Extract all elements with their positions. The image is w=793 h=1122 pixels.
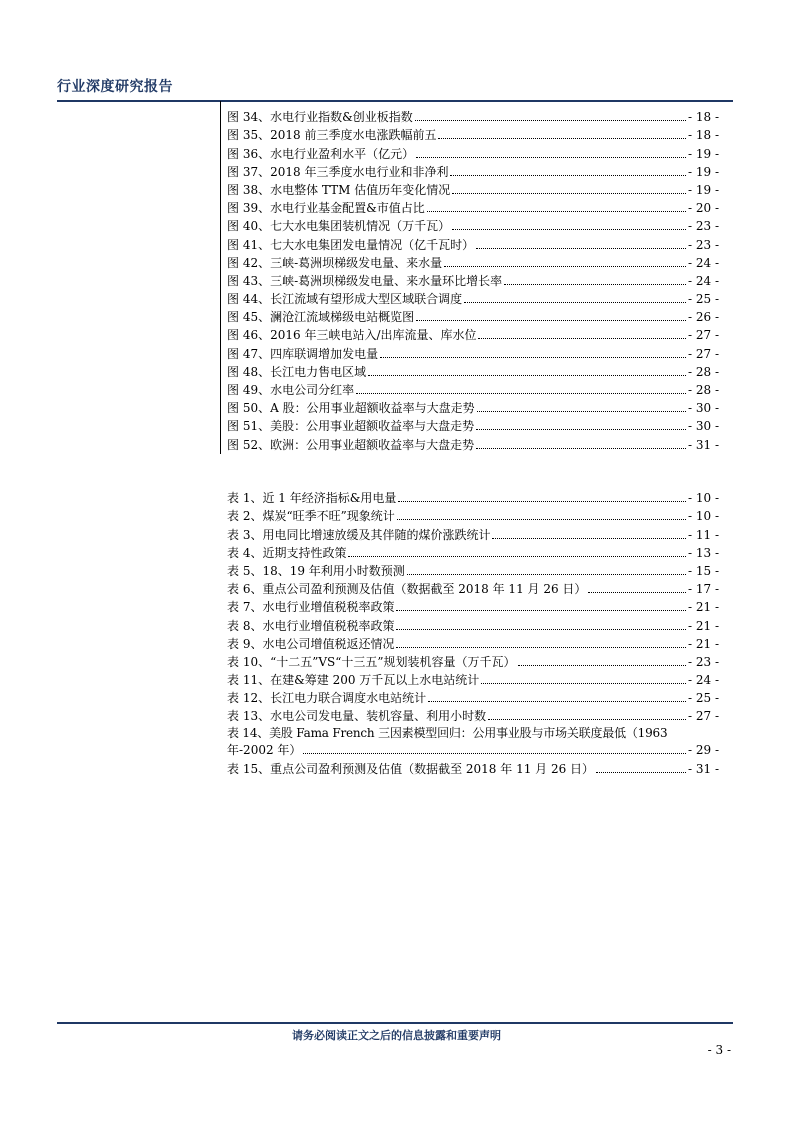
toc-entry-label: 表 11、在建&筹建 200 万千瓦以上水电站统计 [227, 673, 480, 688]
toc-entry[interactable] [227, 253, 719, 271]
toc-entry-label: 图 43、三峡-葛洲坝梯级发电量、来水量环比增长率 [227, 273, 503, 288]
toc-entry-page: - 13 - [687, 545, 719, 560]
toc-entry-page: - 25 - [687, 691, 719, 706]
toc-entry-page: - 21 - [687, 618, 719, 633]
toc-entry-page: - 27 - [687, 346, 719, 361]
toc-entry[interactable] [227, 615, 719, 633]
toc-entry-label: 表 8、水电行业增值税税率政策 [227, 618, 395, 633]
toc-entry-label: 图 46、2016 年三峡电站入/出库流量、库水位 [227, 328, 477, 343]
toc-entry-label: 图 44、长江流域有望形成大型区域联合调度 [227, 292, 463, 307]
toc-entry-page: - 27 - [687, 709, 719, 724]
toc-leader-dots [464, 302, 686, 303]
toc-entry-page: - 31 - [687, 761, 719, 776]
toc-leader-dots [396, 629, 686, 630]
toc-leader-dots [380, 357, 686, 358]
toc-entry[interactable] [227, 289, 719, 307]
toc-entry-label: 表 5、18、19 年利用小时数预测 [227, 563, 405, 578]
toc-entry-label: 图 52、欧洲：公用事业超额收益率与大盘走势 [227, 437, 475, 452]
toc-entry-page: - 20 - [687, 201, 719, 216]
toc-entry-label: 图 50、A 股：公用事业超额收益率与大盘走势 [227, 401, 475, 416]
toc-entry-label: 表 2、煤炭“旺季不旺”现象统计 [227, 509, 395, 524]
toc-entry[interactable] [227, 561, 719, 579]
toc-entry[interactable] [227, 398, 719, 416]
toc-entry-page: - 28 - [687, 383, 719, 397]
toc-leader-dots [452, 193, 686, 194]
toc-leader-dots [303, 753, 686, 754]
toc-entry-label: 表 6、重点公司盈利预测及估值（数据截至 2018 年 11 月 26 日） [227, 582, 587, 597]
toc-leader-dots [477, 411, 686, 412]
toc-entry-label-continued: 年-2002 年） [227, 743, 302, 758]
toc-entry[interactable] [227, 325, 719, 343]
figure-list-side-rule [220, 101, 221, 454]
toc-entry[interactable] [227, 234, 719, 252]
toc-entry-label: 图 51、美股：公用事业超额收益率与大盘走势 [227, 419, 475, 434]
toc-entry[interactable] [227, 543, 719, 561]
toc-leader-dots [504, 284, 686, 285]
toc-entry-label: 图 45、澜沧江流域梯级电站概览图 [227, 310, 415, 325]
toc-entry-label: 图 41、七大水电集团发电量情况（亿千瓦时） [227, 237, 475, 252]
toc-leader-dots [348, 556, 686, 557]
toc-leader-dots [588, 592, 686, 593]
toc-leader-dots [415, 120, 686, 121]
toc-entry[interactable] [227, 506, 719, 524]
toc-entry-label: 图 47、四库联调增加发电量 [227, 346, 379, 361]
toc-entry[interactable] [227, 652, 719, 670]
toc-entry-page: - 18 - [687, 128, 719, 143]
toc-entry-label: 表 13、水电公司发电量、装机容量、利用小时数 [227, 709, 487, 724]
toc-entry-page: - 18 - [687, 110, 719, 125]
toc-entry[interactable] [227, 579, 719, 597]
disclaimer-note: 请务必阅读正文之后的信息披露和重要声明 [292, 1029, 501, 1042]
toc-entry[interactable] [227, 162, 719, 180]
toc-leader-dots [481, 683, 686, 684]
toc-leader-dots [596, 772, 686, 773]
toc-entry[interactable] [227, 416, 719, 434]
toc-entry-page: - 10 - [687, 509, 719, 524]
toc-entry[interactable] [227, 670, 719, 688]
toc-entry-label: 图 35、2018 前三季度水电涨跌幅前五 [227, 128, 437, 143]
toc-entry-label: 表 9、水电公司增值税返还情况 [227, 636, 395, 651]
toc-entry[interactable] [227, 634, 719, 652]
toc-entry-label: 图 38、水电整体 TTM 估值历年变化情况 [227, 182, 451, 197]
toc-entry-page: - 24 - [687, 673, 719, 688]
toc-entry-page: - 23 - [687, 237, 719, 252]
toc-leader-dots [444, 266, 686, 267]
toc-entry-page: - 24 - [687, 255, 719, 270]
toc-entry[interactable] [227, 488, 719, 506]
toc-entry-label: 图 39、水电行业基金配置&市值占比 [227, 201, 425, 216]
toc-leader-dots [428, 701, 686, 702]
toc-leader-dots [416, 320, 686, 321]
toc-leader-dots [476, 448, 686, 449]
toc-leader-dots [476, 248, 686, 249]
toc-leader-dots [492, 538, 686, 539]
toc-entry[interactable] [227, 307, 719, 325]
toc-entry-page: - 25 - [687, 292, 719, 307]
toc-entry-label: 表 4、近期支持性政策 [227, 545, 347, 560]
toc-entry-page: - 21 - [687, 600, 719, 615]
toc-entry[interactable] [227, 597, 719, 615]
toc-entry-page: - 19 - [687, 164, 719, 179]
toc-entry[interactable] [227, 343, 719, 361]
toc-entry[interactable] [227, 107, 719, 125]
figure-list [227, 107, 719, 453]
toc-entry-page: - 19 - [687, 182, 719, 197]
toc-entry-page: - 23 - [687, 654, 719, 669]
toc-entry[interactable] [227, 706, 719, 724]
toc-entry[interactable] [227, 143, 719, 161]
toc-entry[interactable] [227, 180, 719, 198]
toc-leader-dots [518, 665, 686, 666]
toc-entry-label: 图 40、七大水电集团装机情况（万千瓦） [227, 219, 451, 234]
toc-entry-label: 表 7、水电行业增值税税率政策 [227, 600, 395, 615]
footer-divider [57, 1022, 733, 1024]
toc-entry-page: - 10 - [687, 491, 719, 506]
toc-entry-label: 表 15、重点公司盈利预测及估值（数据截至 2018 年 11 月 26 日） [227, 761, 595, 776]
toc-entry-page: - 11 - [687, 527, 719, 542]
toc-entry[interactable] [227, 380, 719, 398]
toc-entry-page: - 31 - [687, 437, 719, 452]
toc-leader-dots [356, 393, 686, 394]
toc-entry[interactable] [227, 524, 719, 542]
toc-leader-dots [416, 157, 686, 158]
toc-entry[interactable] [227, 688, 719, 706]
toc-leader-dots [478, 338, 686, 339]
toc-entry[interactable] [227, 724, 719, 758]
toc-leader-dots [396, 610, 686, 611]
toc-leader-dots [398, 501, 686, 502]
toc-entry-label: 表 10、“十二五”VS“十三五”规划装机容量（万千瓦） [227, 654, 516, 669]
toc-entry-label: 表 3、用电同比增速放缓及其伴随的煤价涨跌统计 [227, 527, 491, 542]
toc-entry-page: - 27 - [687, 328, 719, 343]
toc-entry-label: 表 12、长江电力联合调度水电站统计 [227, 691, 427, 706]
toc-entry-page: - 17 - [687, 582, 719, 597]
toc-entry-label: 图 42、三峡-葛洲坝梯级发电量、来水量 [227, 255, 443, 270]
toc-entry-page: - 23 - [687, 219, 719, 234]
toc-entry[interactable] [227, 362, 719, 380]
toc-leader-dots [438, 138, 686, 139]
toc-leader-dots [450, 175, 686, 176]
toc-entry[interactable] [227, 434, 719, 452]
toc-entry[interactable] [227, 216, 719, 234]
toc-entry-page: - 15 - [687, 563, 719, 578]
toc-leader-dots [407, 574, 686, 575]
toc-entry-label: 表 14、美股 Fama French 三因素模型回归：公用事业股与市场关联度最低（1963 [227, 726, 668, 741]
toc-entry-label: 图 34、水电行业指数&创业板指数 [227, 110, 413, 125]
toc-entry-page: - 30 - [687, 401, 719, 416]
toc-entry[interactable] [227, 125, 719, 143]
header-divider [57, 100, 733, 102]
toc-entry-page: - 19 - [687, 146, 719, 161]
toc-entry-label: 图 49、水电公司分红率 [227, 383, 355, 397]
toc-leader-dots [427, 211, 686, 212]
toc-leader-dots [368, 375, 686, 376]
toc-entry[interactable] [227, 271, 719, 289]
toc-entry-page: - 30 - [687, 419, 719, 434]
report-type-title: 行业深度研究报告 [57, 79, 173, 95]
toc-entry[interactable] [227, 758, 719, 776]
toc-entry-page: - 28 - [687, 364, 719, 379]
toc-entry-label: 图 37、2018 年三季度水电行业和非净利 [227, 164, 449, 179]
toc-leader-dots [396, 647, 686, 648]
toc-leader-dots [452, 229, 686, 230]
toc-entry-page: - 26 - [687, 310, 719, 325]
toc-leader-dots [488, 719, 686, 720]
toc-leader-dots [476, 429, 686, 430]
toc-leader-dots [397, 519, 686, 520]
table-list [227, 488, 719, 777]
toc-entry-page: - 29 - [687, 743, 719, 758]
toc-entry-label: 图 48、长江电力售电区域 [227, 364, 367, 379]
page-number: - 3 - [707, 1043, 731, 1057]
toc-entry[interactable] [227, 198, 719, 216]
toc-entry-label: 图 36、水电行业盈利水平（亿元） [227, 146, 415, 161]
toc-entry-page: - 21 - [687, 636, 719, 651]
toc-entry-label: 表 1、近 1 年经济指标&用电量 [227, 491, 397, 506]
toc-entry-page: - 24 - [687, 273, 719, 288]
